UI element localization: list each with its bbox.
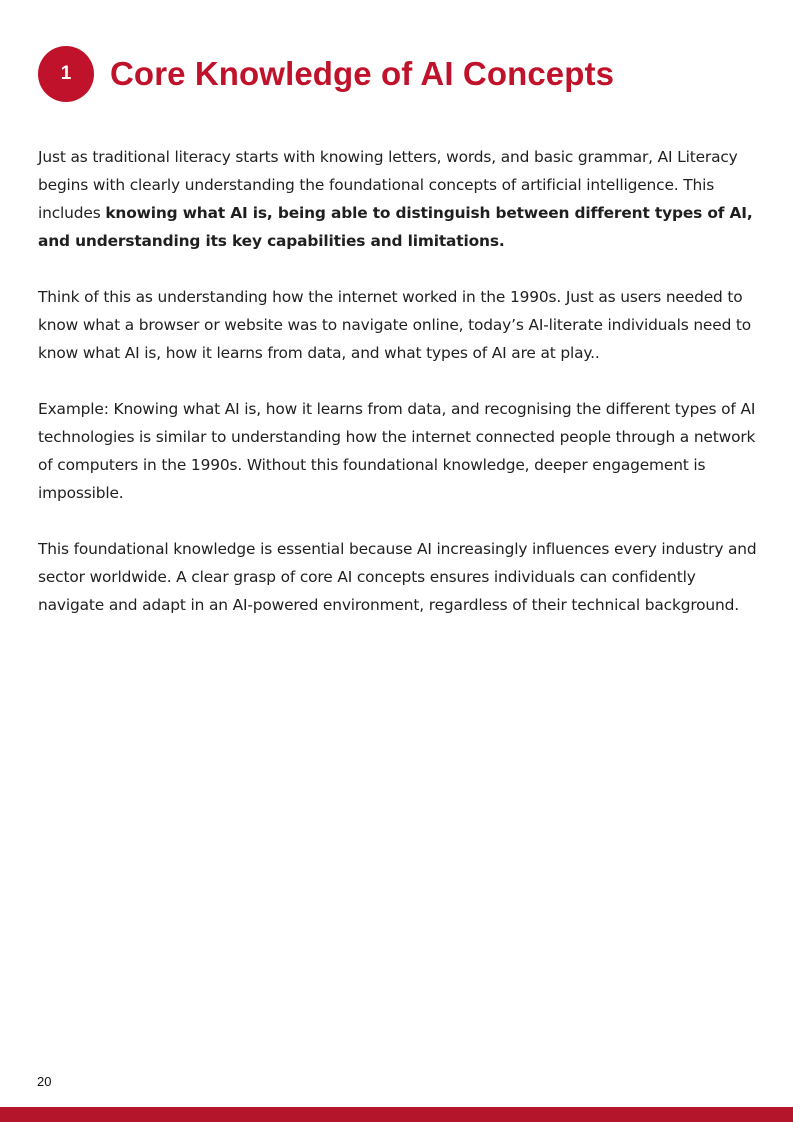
section-number-badge	[38, 46, 94, 102]
paragraph-importance: This foundational knowledge is essential because AI increasingly influences every industry and sector worldwide. A clear grasp of core AI concepts ensures individuals can confidently navigate and adapt in an AI-powered environment, regardless of their technical background.	[38, 540, 757, 614]
body-text	[38, 143, 762, 647]
paragraph-analogy: Think of this as understanding how the internet worked in the 1990s. Just as users needed to know what a browser or website was to navigate online, today’s AI-literate individuals need to know what AI is, how it learns from data, and what types of AI are at play..	[38, 288, 752, 362]
page-title: Core Knowledge of AI Concepts	[110, 55, 615, 92]
section-heading	[38, 46, 614, 102]
paragraph-intro-text: Just as traditional literacy starts with knowing letters, words, and basic grammar, AI Literacy begins with clearly understanding the foundational concepts of artificial intelligence. This includes	[38, 148, 738, 222]
section-number: 1	[60, 63, 72, 84]
page-number: 20	[37, 1074, 52, 1089]
paragraph-intro	[38, 143, 762, 255]
footer-bar	[0, 1107, 793, 1122]
paragraph-intro-emphasis: knowing what AI is, being able to distinguish between different types of AI, and understanding its key capabilities and limitations.	[38, 204, 753, 250]
paragraph-example: Example: Knowing what AI is, how it learns from data, and recognising the different types of AI technologies is similar to understanding how the internet connected people through a network of computers in the 1990s. Without this foundational knowledge, deeper engagement is impossible.	[38, 400, 756, 502]
